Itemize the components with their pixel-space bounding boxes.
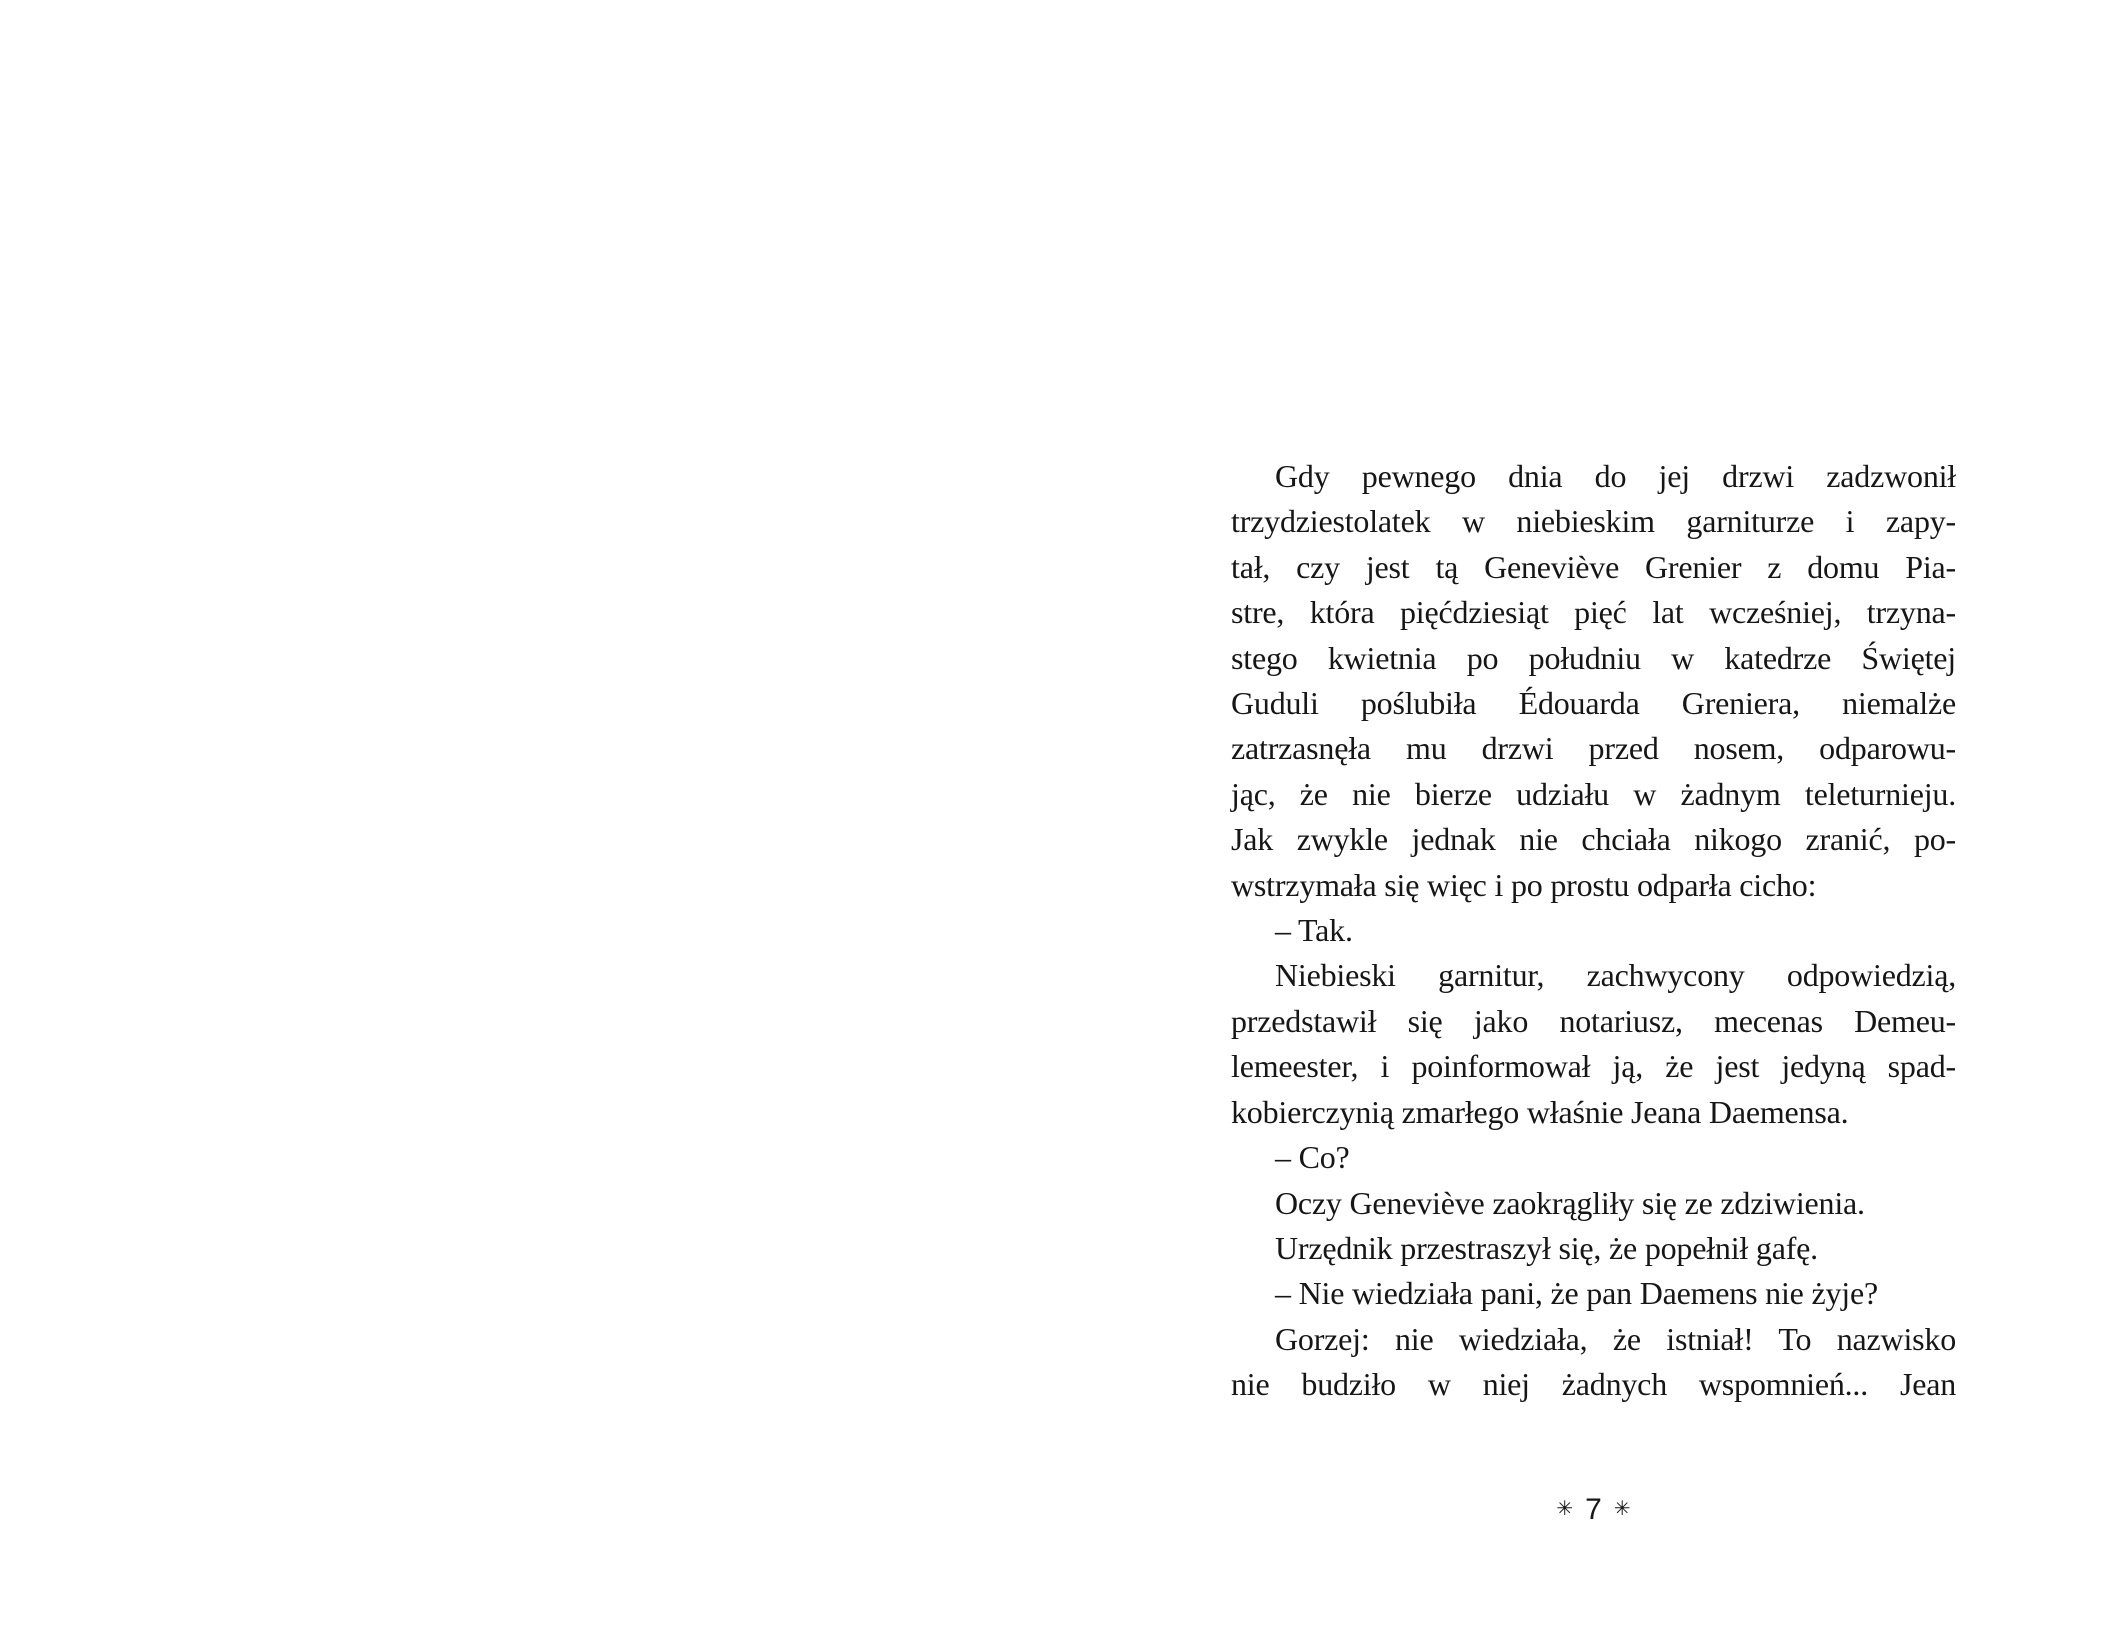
text-line: zatrzasnęła mu drzwi przed nosem, odparowu- — [1231, 730, 1956, 767]
text-line: stre, która pięćdziesiąt pięć lat wcześniej, trzyna- — [1231, 594, 1956, 631]
asterisk-ornament-icon: ✳ — [1613, 1496, 1631, 1520]
text-line: – Nie wiedziała pani, że pan Daemens nie żyje? — [1275, 1275, 1878, 1312]
text-line: – Co? — [1275, 1139, 1350, 1176]
text-line: nie budziło w niej żadnych wspomnień... Jean — [1231, 1366, 1956, 1403]
text-line: Guduli poślubiła Édouarda Greniera, niemalże — [1231, 685, 1956, 722]
text-line: tał, czy jest tą Geneviève Grenier z domu Pia- — [1231, 548, 1956, 585]
text-line: przedstawił się jako notariusz, mecenas Demeu- — [1231, 1002, 1956, 1039]
page-number: 7 — [1585, 1493, 1602, 1526]
page-footer — [1231, 1492, 1956, 1525]
text-line: – Tak. — [1275, 912, 1353, 949]
text-line: Oczy Geneviève zaokrągliły się ze zdziwienia. — [1275, 1184, 1865, 1221]
text-line: wstrzymała się więc i po prostu odparła cicho: — [1231, 866, 1817, 903]
body-text — [1231, 454, 1956, 1408]
text-line: jąc, że nie bierze udziału w żadnym teleturnieju. — [1231, 775, 1956, 812]
asterisk-ornament-icon: ✳ — [1556, 1496, 1574, 1520]
text-line: Gorzej: nie wiedziała, że istniał! To nazwisko — [1275, 1320, 1956, 1357]
text-line: stego kwietnia po południu w katedrze Świętej — [1231, 639, 1956, 676]
text-line: lemeester, i poinformował ją, że jest jedyną spad- — [1231, 1048, 1956, 1085]
text-line: Gdy pewnego dnia do jej drzwi zadzwonił — [1275, 458, 1956, 494]
text-line: kobierczynią zmarłego właśnie Jeana Daemensa. — [1231, 1093, 1849, 1130]
text-line: Urzędnik przestraszył się, że popełnił gafę. — [1275, 1229, 1818, 1266]
text-line: trzydziestolatek w niebieskim garniturze i zapy- — [1231, 503, 1956, 540]
text-line: Jak zwykle jednak nie chciała nikogo zranić, po- — [1231, 821, 1956, 858]
text-line: Niebieski garnitur, zachwycony odpowiedzią, — [1275, 957, 1956, 994]
